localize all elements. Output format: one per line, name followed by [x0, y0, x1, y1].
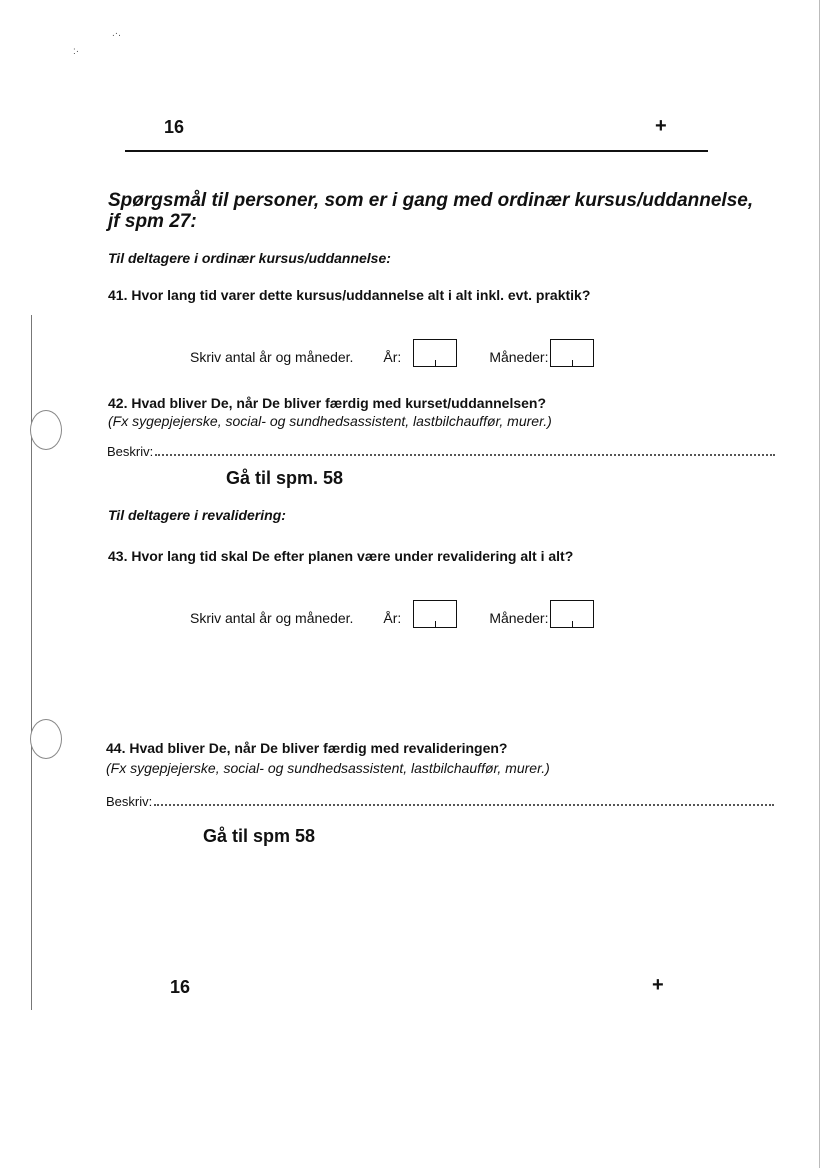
scan-edge [819, 0, 820, 1168]
question-44: 44. Hvad bliver De, når De bliver færdig med revalideringen? [106, 740, 508, 756]
q43-answer-row [190, 600, 594, 628]
goto-58-instruction-2: Gå til spm 58 [203, 826, 316, 846]
goto-58-instruction: Gå til spm. 58 [226, 468, 344, 488]
q41-month-label: Måneder: [489, 349, 549, 365]
q41-instruction: Skriv antal år og måneder. [190, 349, 354, 365]
q42-hint: (Fx sygepjejerske, social- og sundhedsassistent, lastbilchauffør, murer.) [108, 413, 552, 429]
question-43: 43. Hvor lang tid skal De efter planen være under revalidering alt i alt? [108, 548, 574, 564]
q42-describe-line[interactable] [107, 442, 775, 459]
punch-hole [30, 719, 62, 759]
q41-month-input[interactable] [550, 339, 594, 367]
scan-speck: :· [73, 46, 80, 57]
subheading-rehabilitation: Til deltagere i revalidering: [108, 507, 286, 523]
q44-hint: (Fx sygepjejerske, social- og sundhedsassistent, lastbilchauffør, murer.) [106, 760, 550, 776]
q42-answer-field[interactable] [155, 442, 775, 456]
q41-year-input[interactable] [413, 339, 457, 367]
q44-describe-line[interactable] [106, 792, 774, 809]
q41-year-label: År: [383, 349, 402, 365]
section-title: Spørgsmål til personer, som er i gang med ordinær kursus/uddannelse, jf spm 27: [108, 190, 754, 232]
q43-month-label: Måneder: [489, 610, 549, 626]
q43-month-input[interactable] [550, 600, 594, 628]
q43-instruction: Skriv antal år og måneder. [190, 610, 354, 626]
q42-describe-label: Beskriv: [107, 444, 154, 459]
question-41: 41. Hvor lang tid varer dette kursus/uddannelse alt i alt inkl. evt. praktik? [108, 287, 591, 303]
q41-answer-row [190, 339, 594, 367]
q43-year-input[interactable] [413, 600, 457, 628]
page-number-top: 16 [164, 117, 185, 137]
scan-speck: .·. [112, 28, 121, 39]
page-number-bottom: 16 [170, 977, 191, 997]
subheading-ordinary: Til deltagere i ordinær kursus/uddannelse: [108, 250, 391, 266]
header-rule [125, 150, 708, 152]
q44-answer-field[interactable] [154, 792, 774, 806]
q43-year-label: År: [383, 610, 402, 626]
q44-describe-label: Beskriv: [106, 794, 153, 809]
plus-mark-top: + [655, 115, 667, 137]
plus-mark-bottom: + [652, 974, 664, 996]
question-42: 42. Hvad bliver De, når De bliver færdig med kurset/uddannelsen? [108, 395, 547, 411]
punch-hole [30, 410, 62, 450]
